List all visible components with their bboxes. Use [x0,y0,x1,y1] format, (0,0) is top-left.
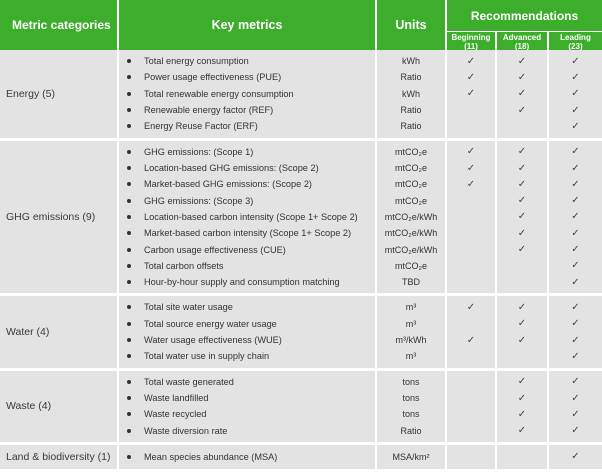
unit-value: mtCO₂e/kWh [384,211,438,222]
bullet-icon [127,264,131,268]
check-mark-icon: ✓ [571,195,580,207]
check-mark-icon: ✓ [517,244,527,255]
check-mark-icon: ✓ [517,162,527,174]
check-cell-leading [549,296,602,370]
units-cell [377,445,447,472]
unit-value: mtCO₂e [395,163,427,174]
check-mark-icon: ✓ [571,244,580,255]
metric-item [119,176,375,192]
check-mark-icon: ✓ [517,104,527,116]
bullet-icon [127,108,131,112]
metrics-cell [119,371,377,445]
metrics-cell [119,445,377,472]
check-mark-icon: ✓ [517,178,527,190]
check-mark-icon: ✓ [517,425,527,437]
bullet-icon [127,59,131,63]
metric-item [119,86,375,102]
check-mark-icon [497,274,547,290]
metric-item [119,144,375,160]
metric-item [119,406,375,422]
check-cell-beginning [447,445,497,472]
bullet-icon [127,75,131,79]
category-cell: Energy (5) [0,50,119,141]
metric-label: GHG emissions: (Scope 1) [144,146,254,157]
check-mark-icon [497,348,547,364]
metric-item [119,118,375,134]
metrics-cell [119,296,377,370]
bullet-icon [127,380,131,384]
check-cell-beginning [447,371,497,445]
check-mark-icon: ✓ [571,211,580,223]
unit-value: m³ [405,318,417,329]
check-mark-icon [447,209,495,225]
unit-value: mtCO₂e [395,146,427,157]
unit-value: mtCO₂e/kWh [384,228,438,239]
check-mark-icon [497,448,547,466]
bullet-icon [127,322,131,326]
check-mark-icon: ✓ [571,227,580,239]
bullet-icon [127,305,131,309]
check-mark-icon: ✓ [571,178,580,190]
unit-value: Ratio [400,425,422,436]
metric-label: Renewable energy factor (REF) [144,105,274,116]
bullet-icon [127,455,131,459]
check-cell-beginning [447,141,497,297]
category-cell: Land & biodiversity (1) [0,445,119,472]
check-mark-icon: ✓ [517,408,527,420]
metric-label: Hour-by-hour supply and consumption matching [144,277,340,288]
check-mark-icon: ✓ [517,71,527,83]
metric-label: Waste landfilled [144,393,209,404]
metric-item [119,192,375,208]
bullet-icon [127,215,131,219]
unit-value: m³/kWh [395,335,427,346]
check-mark-icon [447,348,495,364]
unit-value: kWh [402,56,420,67]
metric-label: Total site water usage [144,302,233,313]
check-mark-icon: ✓ [466,71,476,83]
metric-label: Total carbon offsets [144,260,224,271]
unit-value: mtCO₂e [395,195,427,206]
bullet-icon [127,199,131,203]
check-mark-icon [447,241,495,257]
check-mark-icon: ✓ [517,195,527,207]
check-mark-icon [447,225,495,241]
check-mark-icon: ✓ [571,392,580,404]
metric-label: Total renewable energy consumption [144,88,294,99]
check-mark-icon: ✓ [517,88,527,100]
check-mark-icon: ✓ [571,318,580,330]
unit-value: kWh [402,88,420,99]
category-cell: Water (4) [0,296,119,370]
check-mark-icon: ✓ [466,162,476,174]
bullet-icon [127,354,131,358]
check-mark-icon: ✓ [571,104,580,116]
bullet-icon [127,248,131,252]
unit-value: mtCO₂e/kWh [384,244,438,255]
metric-label: Waste diversion rate [144,425,228,436]
unit-value: tons [402,393,420,404]
check-mark-icon: ✓ [571,451,580,463]
check-mark-icon: ✓ [517,334,527,346]
check-cell-leading [549,445,602,472]
metric-item [119,225,375,241]
check-mark-icon: ✓ [571,120,580,132]
metric-label: Power usage effectiveness (PUE) [144,72,282,83]
metric-label: Location-based GHG emissions: (Scope 2) [144,163,319,174]
check-mark-icon: ✓ [517,392,527,404]
metric-label: Total source energy water usage [144,318,277,329]
metric-item [119,53,375,69]
metric-item [119,348,375,364]
units-cell [377,50,447,141]
unit-value: mtCO₂e [395,260,427,271]
check-mark-icon [447,102,495,118]
metric-item [119,274,375,290]
metric-item [119,160,375,176]
check-mark-icon [447,274,495,290]
units-cell [377,141,447,297]
check-cell-leading [549,371,602,445]
bullet-icon [127,92,131,96]
metric-item [119,209,375,225]
check-mark-icon: ✓ [571,55,580,67]
unit-value: mtCO₂e [395,179,427,190]
metric-item [119,258,375,274]
unit-value: m³ [405,302,417,313]
check-mark-icon [447,448,495,466]
check-cell-advanced [497,445,549,472]
check-mark-icon: ✓ [571,260,580,272]
level-count: (11) [464,41,478,51]
metric-label: Total water use in supply chain [144,351,270,362]
check-mark-icon: ✓ [517,376,527,388]
bullet-icon [127,429,131,433]
check-mark-icon [447,423,495,439]
check-mark-icon: ✓ [571,162,580,174]
check-mark-icon [447,390,495,406]
metric-label: Waste recycled [144,409,207,420]
check-mark-icon: ✓ [571,334,580,346]
metrics-cell [119,141,377,297]
check-mark-icon: ✓ [571,146,580,158]
level-count: (23) [568,41,583,51]
check-mark-icon [447,258,495,274]
header-level-advanced [497,32,549,50]
metric-item [119,299,375,315]
check-mark-icon: ✓ [517,211,527,223]
level-name: Leading [560,32,591,42]
check-cell-advanced [497,371,549,445]
unit-value: TBD [402,277,420,288]
check-mark-icon: ✓ [466,146,476,158]
check-mark-icon: ✓ [571,276,580,288]
units-cell [377,296,447,370]
check-mark-icon: ✓ [571,408,580,420]
header-recommendations: Recommendations [447,0,602,32]
check-mark-icon: ✓ [571,88,580,100]
check-cell-beginning [447,296,497,370]
unit-value: Ratio [400,72,422,83]
check-cell-leading [549,50,602,141]
check-mark-icon: ✓ [517,301,527,313]
header-metric-categories: Metric categories [0,0,119,50]
bullet-icon [127,396,131,400]
bullet-icon [127,182,131,186]
check-mark-icon: ✓ [466,301,476,313]
check-mark-icon: ✓ [571,350,580,362]
metric-label: GHG emissions: (Scope 3) [144,195,254,206]
metric-item [119,390,375,406]
level-name: Beginning [451,32,491,42]
bullet-icon [127,338,131,342]
check-cell-leading [549,141,602,297]
category-cell: GHG emissions (9) [0,141,119,297]
check-mark-icon: ✓ [466,334,476,346]
check-mark-icon [447,374,495,390]
unit-value: Ratio [400,121,422,132]
check-mark-icon: ✓ [517,146,527,158]
check-mark-icon [447,316,495,332]
check-mark-icon [447,406,495,422]
check-mark-icon: ✓ [466,55,476,67]
check-mark-icon: ✓ [571,376,580,388]
metric-label: Energy Reuse Factor (ERF) [144,121,258,132]
bullet-icon [127,124,131,128]
check-cell-advanced [497,296,549,370]
metric-item [119,332,375,348]
check-cell-beginning [447,50,497,141]
metric-label: Market-based carbon intensity (Scope 1+ Scope 2) [144,228,352,239]
metric-label: Mean species abundance (MSA) [144,451,278,462]
header-level-leading [549,32,602,50]
check-mark-icon: ✓ [466,178,476,190]
check-mark-icon: ✓ [571,425,580,437]
unit-value: Ratio [400,105,422,116]
check-mark-icon [447,118,495,134]
metric-label: Total energy consumption [144,56,249,67]
metric-item [119,423,375,439]
check-mark-icon: ✓ [517,227,527,239]
category-cell: Waste (4) [0,371,119,445]
metric-item [119,316,375,332]
metric-item [119,374,375,390]
unit-value: tons [402,376,420,387]
metric-label: Market-based GHG emissions: (Scope 2) [144,179,312,190]
bullet-icon [127,412,131,416]
check-mark-icon: ✓ [517,55,527,67]
check-mark-icon: ✓ [466,88,476,100]
metric-label: Water usage effectiveness (WUE) [144,335,282,346]
header-level-beginning [447,32,497,50]
bullet-icon [127,150,131,154]
level-name: Advanced [502,32,542,42]
check-mark-icon [497,118,547,134]
header-units: Units [377,0,447,50]
units-cell [377,371,447,445]
header-key-metrics: Key metrics [119,0,377,50]
metric-item [119,69,375,85]
check-mark-icon: ✓ [571,301,580,313]
unit-value: tons [402,409,420,420]
level-count: (18) [514,41,530,51]
check-mark-icon [497,258,547,274]
check-cell-advanced [497,141,549,297]
unit-value: m³ [405,351,417,362]
metric-label: Location-based carbon intensity (Scope 1+ Scope 2) [144,211,358,222]
metric-item [119,102,375,118]
bullet-icon [127,166,131,170]
metric-item [119,241,375,257]
check-mark-icon [447,192,495,208]
check-mark-icon: ✓ [517,318,527,330]
metrics-cell [119,50,377,141]
bullet-icon [127,231,131,235]
check-cell-advanced [497,50,549,141]
bullet-icon [127,280,131,284]
unit-value: MSA/km² [392,451,430,462]
metric-label: Total waste generated [144,376,234,387]
metric-item [119,448,375,466]
check-mark-icon: ✓ [571,71,580,83]
metric-label: Carbon usage effectiveness (CUE) [144,244,286,255]
